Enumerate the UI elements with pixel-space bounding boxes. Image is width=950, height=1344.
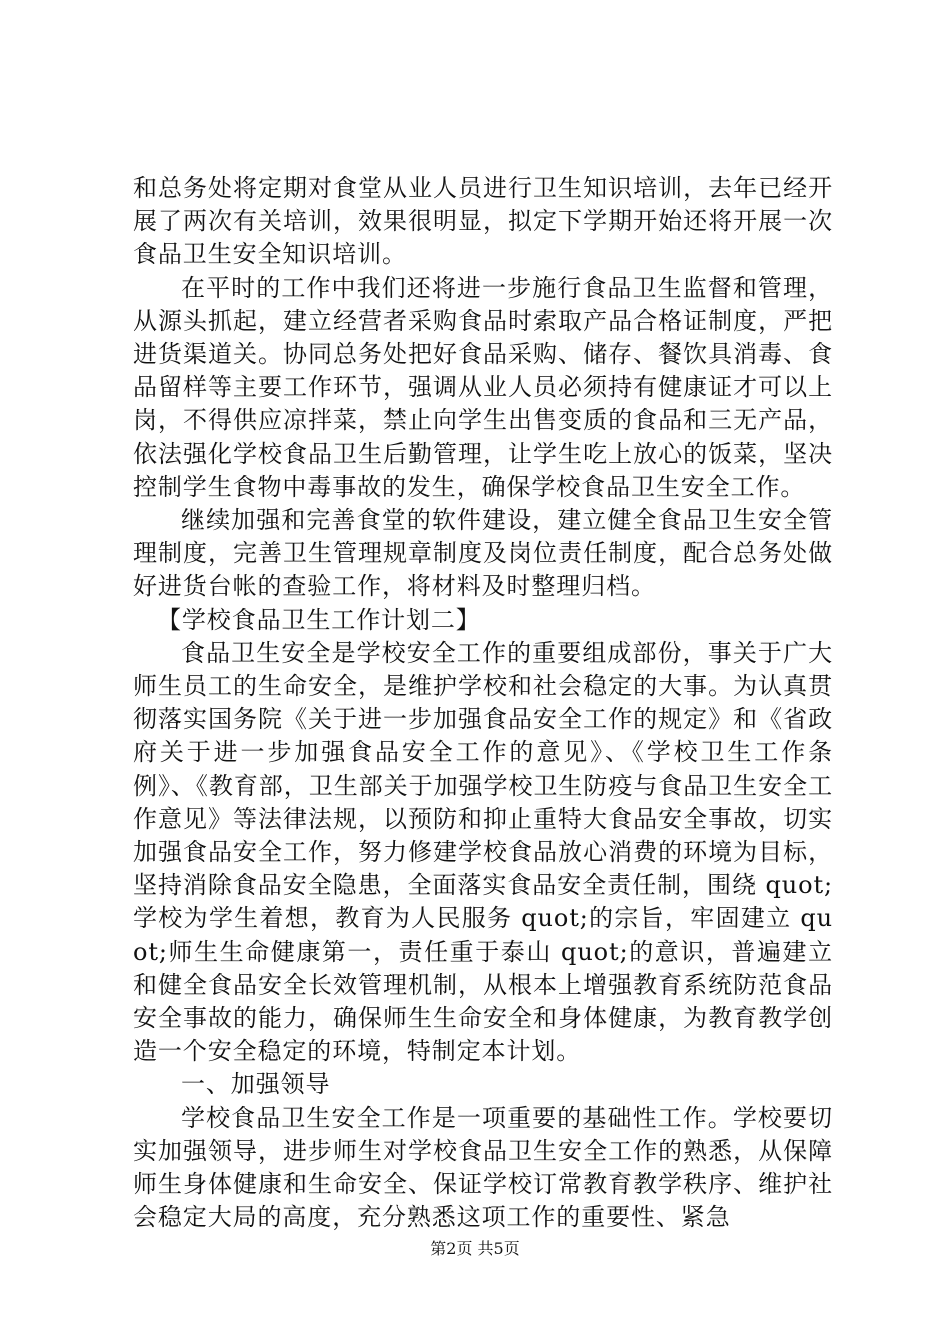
paragraph-supervision: 在平时的工作中我们还将进一步施行食品卫生监督和管理，从源头抓起，建立经营者采购食品时索取产品合格证制度，严把进货渠道关。协同总务处把好食品采购、储存、餐饮具消毒、食品留样等主要工作环节，强调从业人员必须持有健康证才可以上岗，不得供应凉拌菜，禁止向学生出售变质的食品和三无产品，依法强化学校食品卫生后勤管理，让学生吃上放心的饭菜，坚决控制学生食物中毒事故的发生，确保学校食品卫生安全工作。 (133, 273, 833, 501)
section-title-plan-two: 【学校食品卫生工作计划二】 (157, 605, 481, 634)
paragraph-plan-two-intro: 食品卫生安全是学校安全工作的重要组成部份，事关于广大师生员工的生命安全，是维护学校和社会稳定的大事。为认真贯彻落实国务院《关于进一步加强食品安全工作的规定》和《省政府关于进一步加强食品安全工作的意见》、《学校卫生工作条例》、《教育部，卫生部关于加强学校卫生防疫与食品卫生安全工作意见》等法律法规，以预防和抑止重特大食品安全事故，切实加强食品安全工作，努力修建学校食品放心消费的环境为目标，坚持消除食品安全隐患，全面落实食品安全责任制，围绕 quot;学校为学生着想，教育为人民服务 quot;的宗旨，牢固建立 quot;师生生命健康第一，责任重于泰山 quot;的意识，普遍建立和健全食品安全长效管理机制，从根本上增强教育系统防范食品安全事故的能力，确保师生生命安全和身体健康，为教育教学创造一个安全稳定的环境，特制定本计划。 (133, 638, 833, 1066)
paragraph-leadership-body: 学校食品卫生安全工作是一项重要的基础性工作。学校要切实加强领导，进步师生对学校食品卫生安全工作的熟悉，从保障师生身体健康和生命安全、保证学校订常教育教学秩序、维护社会稳定大局的高度，充分熟悉这项工作的重要性、紧急 (133, 1103, 833, 1232)
paragraph-training-continuation: 和总务处将定期对食堂从业人员进行卫生知识培训，去年已经开展了两次有关培训，效果很明显，拟定下学期开始还将开展一次食品卫生安全知识培训。 (133, 174, 833, 269)
heading-strengthen-leadership: 一、加强领导 (181, 1070, 331, 1099)
page-number-footer: 第2页 共5页 (430, 1239, 520, 1258)
document-body (133, 172, 833, 1235)
paragraph-software-construction: 继续加强和完善食堂的软件建设，建立健全食品卫生安全管理制度，完善卫生管理规章制度及岗位责任制度，配合总务处做好进货台帐的查验工作，将材料及时整理归档。 (133, 506, 833, 601)
